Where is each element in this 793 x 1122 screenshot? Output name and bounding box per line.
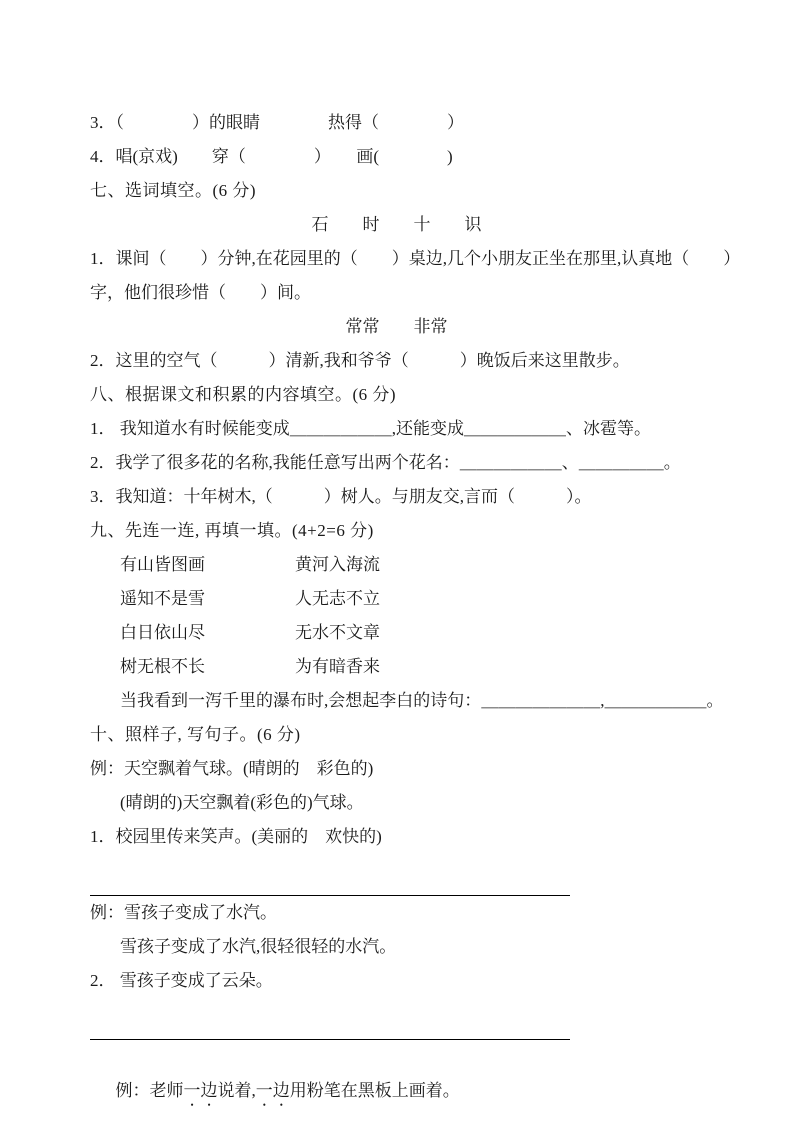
match-left-item: 有山皆图画 [120, 555, 205, 574]
answer-line-slot [90, 854, 703, 896]
section-10-q1: 1．校园里传来笑声。(美丽的 欢快的) [90, 827, 382, 846]
answer-line-slot [90, 998, 703, 1040]
section-8-q3: 3．我知道：十年树木,（ ）树人。与朋友交,言而（ ）。 [90, 487, 592, 506]
section-10-example-1-answer: (晴朗的)天空飘着(彩色的)气球。 [120, 793, 364, 812]
example-3-emphasized-segment: 一边 [255, 1081, 290, 1100]
section-7-heading: 七、选词填空。(6 分) [90, 181, 257, 200]
answer-line [90, 854, 570, 896]
match-pair-row [90, 548, 703, 582]
section-10-example-1: 例：天空飘着气球。(晴朗的 彩色的) [90, 759, 374, 778]
match-right-item: 无水不文章 [295, 623, 380, 642]
match-left-item: 白日依山尽 [120, 623, 205, 642]
example-3-segment: 例：老师 [115, 1081, 184, 1100]
example-3-segment: 用粉笔在黑板上画着。 [289, 1081, 460, 1100]
match-pair-row [90, 582, 703, 616]
example-3-segment: 说着, [217, 1081, 256, 1100]
example-3-emphasized-segment: 一边 [183, 1081, 218, 1100]
match-right-item: 黄河入海流 [295, 555, 380, 574]
section-8-q2: 2．我学了很多花的名称,我能任意写出两个花名：＿＿＿＿＿＿、＿＿＿＿＿。 [90, 453, 681, 472]
section-10-example-2: 例：雪孩子变成了水汽。 [90, 903, 277, 922]
question-item-4: 4．唱(京戏) 穿（ ） 画( ) [90, 147, 453, 166]
section-10-example-3 [90, 1040, 703, 1100]
match-pair-row [90, 650, 703, 684]
match-pair-row [90, 616, 703, 650]
match-left-item: 遥知不是雪 [120, 589, 205, 608]
question-item-3: 3．（ ）的眼睛 热得（ ） [90, 113, 464, 132]
section-10-heading: 十、照样子, 写句子。(6 分) [90, 725, 301, 744]
section-7-q1-line-1: 1．课间（ ）分钟,在花园里的（ ）桌边,几个小朋友正坐在那里,认真地（ ） [90, 249, 741, 268]
section-7-q1-line-2: 字，他们很珍惜（ ）间。 [90, 283, 311, 302]
answer-line [90, 998, 570, 1040]
match-right-item: 为有暗香来 [295, 657, 380, 676]
section-8-heading: 八、根据课文和积累的内容填空。(6 分) [90, 385, 397, 404]
section-10-q2: 2． 雪孩子变成了云朵。 [90, 971, 273, 990]
section-7-word-bank-1: 石 时 十 识 [311, 215, 482, 234]
section-10-example-2-answer: 雪孩子变成了水汽,很轻很轻的水汽。 [120, 937, 397, 956]
section-8-q1: 1． 我知道水有时候能变成＿＿＿＿＿＿,还能变成＿＿＿＿＿＿、冰雹等。 [90, 419, 651, 438]
match-right-item: 人无志不立 [295, 589, 380, 608]
section-9-fill-line: 当我看到一泻千里的瀑布时,会想起李白的诗句：＿＿＿＿＿＿＿,＿＿＿＿＿＿。 [120, 691, 724, 710]
section-7-word-bank-2: 常常 非常 [345, 317, 448, 336]
match-left-item: 树无根不长 [120, 657, 205, 676]
section-9-heading: 九、先连一连, 再填一填。(4+2=6 分) [90, 521, 374, 540]
section-7-q2: 2．这里的空气（ ）清新,我和爷爷（ ）晚饭后来这里散步。 [90, 351, 630, 370]
